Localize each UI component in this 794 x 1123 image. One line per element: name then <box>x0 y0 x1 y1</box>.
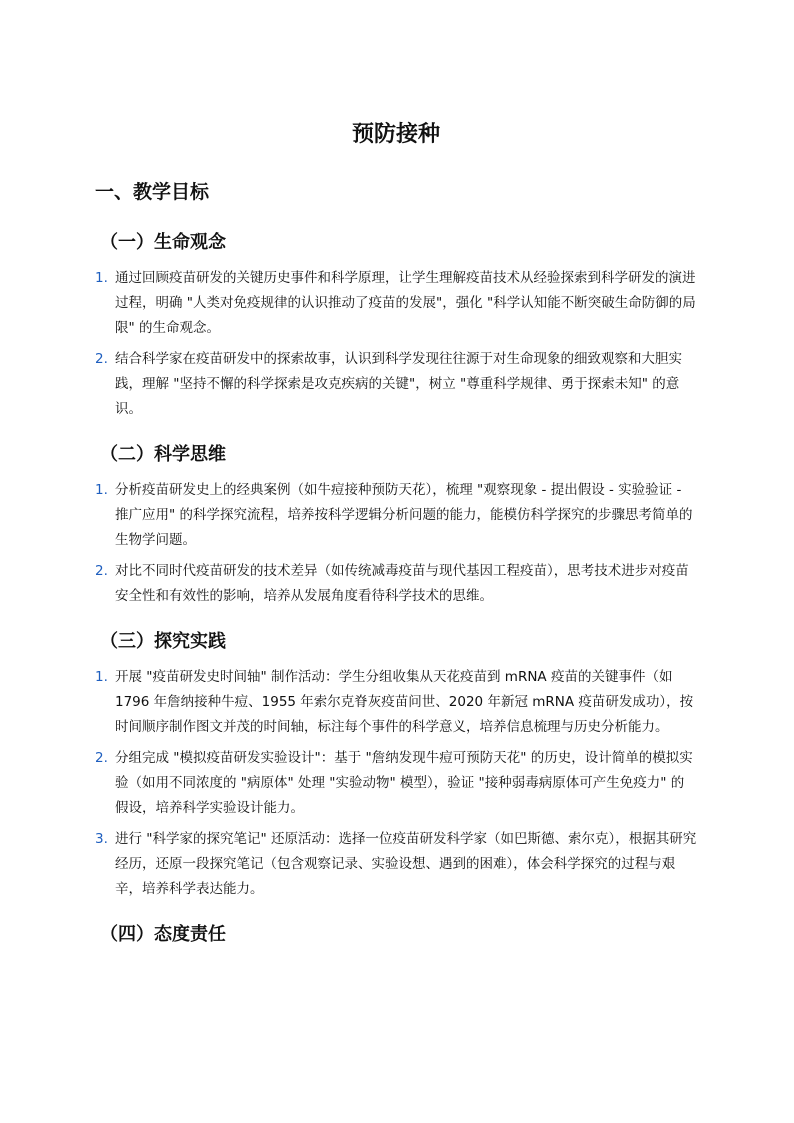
list-number: 2. <box>95 563 108 579</box>
list-item <box>95 665 697 740</box>
list-item <box>95 478 697 553</box>
inquiry-practice-list <box>95 665 697 902</box>
list-number: 1. <box>95 270 108 286</box>
list-number: 3. <box>95 831 108 847</box>
list-item-text: 进行 "科学家的探究笔记" 还原活动：选择一位疫苗研发科学家（如巴斯德、索尔克），根据其研究经历，还原一段探究笔记（包含观察记录、实验设想、遇到的困难），体会科学探究的过程与艰辛，培养科学表达能力。 <box>115 831 697 897</box>
list-item <box>95 746 697 821</box>
list-number: 1. <box>95 482 108 498</box>
list-item <box>95 559 697 609</box>
list-item-text: 开展 "疫苗研发史时间轴" 制作活动：学生分组收集从天花疫苗到 mRNA 疫苗的关键事件（如 1796 年詹纳接种牛痘、1955 年索尔克脊灰疫苗问世、2020 年新冠 mRNA 疫苗研发成功），按时间顺序制作图文并茂的时间轴，标注每个事件的科学意义，培养信息梳理与历史分析能力。 <box>115 669 694 735</box>
list-number: 1. <box>95 669 108 685</box>
subsection-heading-life-concept: （一）生命观念 <box>100 232 226 253</box>
list-number: 2. <box>95 351 108 367</box>
list-item-text: 通过回顾疫苗研发的关键历史事件和科学原理，让学生理解疫苗技术从经验探索到科学研发的演进过程，明确 "人类对免疫规律的认识推动了疫苗的发展"，强化 "科学认知能不断突破生命防御的局限" 的生命观念。 <box>115 270 696 336</box>
life-concept-list <box>95 266 697 422</box>
list-item <box>95 266 697 341</box>
list-item-text: 分组完成 "模拟疫苗研发实验设计"：基于 "詹纳发现牛痘可预防天花" 的历史，设计简单的模拟实验（如用不同浓度的 "病原体" 处理 "实验动物" 模型），验证 "接种弱毒病原体可产生免疫力" 的假设，培养科学实验设计能力。 <box>115 750 693 816</box>
list-item-text: 结合科学家在疫苗研发中的探索故事，认识到科学发现往往源于对生命现象的细致观察和大胆实践，理解 "坚持不懈的科学探索是攻克疾病的关键"，树立 "尊重科学规律、勇于探索未知" 的意识。 <box>115 351 682 417</box>
list-item <box>95 827 697 902</box>
subsection-heading-inquiry-practice: （三）探究实践 <box>100 631 226 652</box>
list-item-text: 分析疫苗研发史上的经典案例（如牛痘接种预防天花），梳理 "观察现象 - 提出假设 - 实验验证 - 推广应用" 的科学探究流程，培养按科学逻辑分析问题的能力，能模仿科学探究的步骤思考简单的生物学问题。 <box>115 482 693 548</box>
list-number: 2. <box>95 750 108 766</box>
scientific-thinking-list <box>95 478 697 609</box>
list-item-text: 对比不同时代疫苗研发的技术差异（如传统减毒疫苗与现代基因工程疫苗），思考技术进步对疫苗安全性和有效性的影响，培养从发展角度看待科学技术的思维。 <box>115 563 689 604</box>
document-title: 预防接种 <box>351 122 440 147</box>
list-item <box>95 347 697 422</box>
subsection-heading-scientific-thinking: （二）科学思维 <box>100 444 226 465</box>
subsection-heading-attitude-responsibility: （四）态度责任 <box>100 924 226 945</box>
section-heading-teaching-goals: 一、教学目标 <box>95 181 210 203</box>
